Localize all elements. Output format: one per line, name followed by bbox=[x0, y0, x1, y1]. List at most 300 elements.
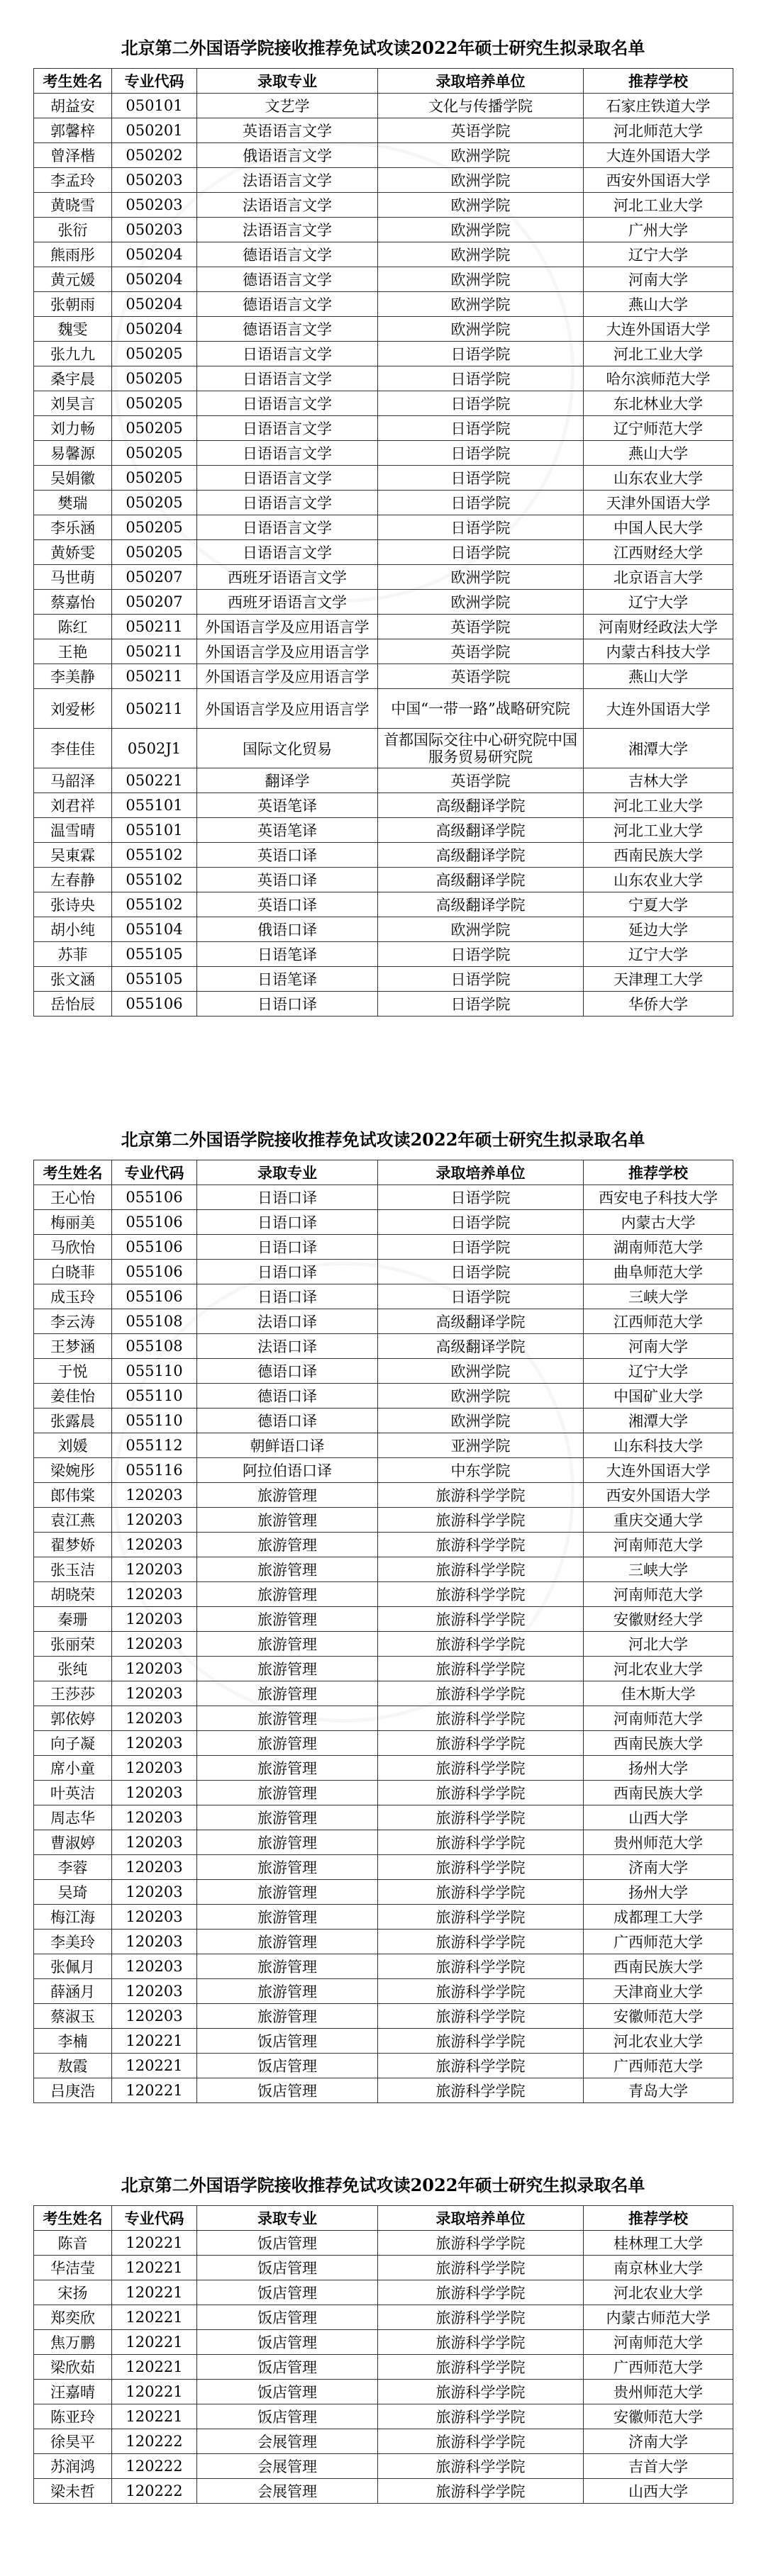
cell-student-name: 王艳 bbox=[34, 639, 112, 664]
cell-admitting-unit: 日语学院 bbox=[378, 491, 584, 515]
cell-recommending-school: 河南师范大学 bbox=[584, 1533, 733, 1557]
cell-admitting-unit: 日语学院 bbox=[378, 366, 584, 391]
cell-major: 日语口译 bbox=[197, 1284, 378, 1309]
cell-student-name: 陈亚玲 bbox=[34, 2404, 112, 2429]
cell-recommending-school: 西南民族大学 bbox=[584, 1731, 733, 1756]
cell-admitting-unit: 日语学院 bbox=[378, 515, 584, 540]
column-header-major-code: 专业代码 bbox=[112, 1160, 197, 1185]
cell-major-code: 050221 bbox=[112, 768, 197, 793]
cell-admitting-unit: 欧洲学院 bbox=[378, 1384, 584, 1409]
cell-admitting-unit: 高级翻译学院 bbox=[378, 868, 584, 892]
cell-student-name: 于悦 bbox=[34, 1359, 112, 1384]
cell-student-name: 华洁莹 bbox=[34, 2256, 112, 2280]
cell-major: 日语口译 bbox=[197, 1210, 378, 1235]
cell-recommending-school: 大连外国语大学 bbox=[584, 1458, 733, 1483]
cell-student-name: 焦万鹏 bbox=[34, 2330, 112, 2355]
cell-admitting-unit: 旅游科学学院 bbox=[378, 2454, 584, 2479]
cell-admitting-unit: 旅游科学学院 bbox=[378, 2029, 584, 2054]
cell-major-code: 050204 bbox=[112, 317, 197, 342]
cell-student-name: 黄娇雯 bbox=[34, 540, 112, 565]
cell-admitting-unit: 亚洲学院 bbox=[378, 1433, 584, 1458]
cell-student-name: 郭馨梓 bbox=[34, 118, 112, 143]
cell-student-name: 蔡淑玉 bbox=[34, 2004, 112, 2029]
table-row bbox=[34, 729, 733, 768]
cell-recommending-school: 广西师范大学 bbox=[584, 2054, 733, 2078]
cell-major: 饭店管理 bbox=[197, 2231, 378, 2256]
table-row bbox=[34, 1235, 733, 1260]
cell-admitting-unit: 旅游科学学院 bbox=[378, 1681, 584, 1706]
cell-student-name: 翟梦娇 bbox=[34, 1533, 112, 1557]
table-row bbox=[34, 193, 733, 218]
cell-major: 法语口译 bbox=[197, 1334, 378, 1359]
cell-admitting-unit: 旅游科学学院 bbox=[378, 2380, 584, 2404]
cell-admitting-unit: 旅游科学学院 bbox=[378, 2231, 584, 2256]
table-row bbox=[34, 94, 733, 118]
table-row bbox=[34, 1731, 733, 1756]
column-header-admitting-unit: 录取培养单位 bbox=[378, 69, 584, 94]
cell-admitting-unit: 旅游科学学院 bbox=[378, 2479, 584, 2504]
admission-table bbox=[33, 2205, 733, 2504]
cell-admitting-unit: 高级翻译学院 bbox=[378, 818, 584, 843]
cell-major-code: 120203 bbox=[112, 2004, 197, 2029]
cell-student-name: 胡益安 bbox=[34, 94, 112, 118]
section-title: 北京第二外国语学院接收推荐免试攻读2022年硕士研究生拟录取名单 bbox=[121, 38, 645, 58]
cell-recommending-school: 安徽师范大学 bbox=[584, 2404, 733, 2429]
cell-major: 外国语言学及应用语言学 bbox=[197, 639, 378, 664]
cell-recommending-school: 天津理工大学 bbox=[584, 967, 733, 992]
cell-major-code: 050205 bbox=[112, 466, 197, 491]
cell-student-name: 苏润鸿 bbox=[34, 2454, 112, 2479]
table-row bbox=[34, 2330, 733, 2355]
cell-major-code: 120221 bbox=[112, 2330, 197, 2355]
cell-recommending-school: 北京语言大学 bbox=[584, 565, 733, 590]
cell-major-code: 055101 bbox=[112, 793, 197, 818]
cell-student-name: 曾泽楷 bbox=[34, 143, 112, 168]
cell-admitting-unit: 日语学院 bbox=[378, 992, 584, 1017]
cell-major-code: 120203 bbox=[112, 1781, 197, 1805]
cell-recommending-school: 广州大学 bbox=[584, 218, 733, 242]
cell-student-name: 李蓉 bbox=[34, 1855, 112, 1880]
cell-major-code: 050205 bbox=[112, 441, 197, 466]
cell-student-name: 岳怡辰 bbox=[34, 992, 112, 1017]
table-row bbox=[34, 2054, 733, 2078]
cell-admitting-unit: 日语学院 bbox=[378, 967, 584, 992]
cell-admitting-unit: 欧洲学院 bbox=[378, 590, 584, 615]
cell-admitting-unit: 欧洲学院 bbox=[378, 218, 584, 242]
cell-major: 饭店管理 bbox=[197, 2029, 378, 2054]
cell-recommending-school: 大连外国语大学 bbox=[584, 689, 733, 729]
cell-admitting-unit: 旅游科学学院 bbox=[378, 2280, 584, 2305]
table-header-row bbox=[34, 69, 733, 94]
cell-student-name: 李云涛 bbox=[34, 1309, 112, 1334]
cell-major-code: 055106 bbox=[112, 1284, 197, 1309]
cell-major-code: 120203 bbox=[112, 1582, 197, 1607]
cell-major: 日语语言文学 bbox=[197, 342, 378, 366]
table-row bbox=[34, 2429, 733, 2454]
cell-student-name: 马欣怡 bbox=[34, 1235, 112, 1260]
cell-recommending-school: 辽宁大学 bbox=[584, 590, 733, 615]
cell-major: 饭店管理 bbox=[197, 2355, 378, 2380]
table-row bbox=[34, 1210, 733, 1235]
column-header-recommending-school: 推荐学校 bbox=[584, 1160, 733, 1185]
cell-major-code: 120203 bbox=[112, 1632, 197, 1657]
table-row bbox=[34, 1880, 733, 1905]
table-row bbox=[34, 2380, 733, 2404]
cell-recommending-school: 安徽师范大学 bbox=[584, 2004, 733, 2029]
cell-student-name: 张朝雨 bbox=[34, 292, 112, 317]
cell-major: 旅游管理 bbox=[197, 1607, 378, 1632]
table-row bbox=[34, 917, 733, 942]
cell-admitting-unit: 旅游科学学院 bbox=[378, 2004, 584, 2029]
table-row bbox=[34, 1384, 733, 1409]
cell-major-code: 120203 bbox=[112, 1855, 197, 1880]
cell-recommending-school: 山东科技大学 bbox=[584, 1433, 733, 1458]
cell-student-name: 张诗央 bbox=[34, 892, 112, 917]
cell-admitting-unit: 旅游科学学院 bbox=[378, 1533, 584, 1557]
cell-major: 法语口译 bbox=[197, 1309, 378, 1334]
cell-recommending-school: 湘潭大学 bbox=[584, 729, 733, 768]
cell-student-name: 曹淑婷 bbox=[34, 1830, 112, 1855]
cell-student-name: 梁未哲 bbox=[34, 2479, 112, 2504]
cell-major: 会展管理 bbox=[197, 2479, 378, 2504]
cell-major-code: 050203 bbox=[112, 193, 197, 218]
cell-student-name: 梅丽美 bbox=[34, 1210, 112, 1235]
cell-major-code: 050205 bbox=[112, 540, 197, 565]
cell-admitting-unit: 旅游科学学院 bbox=[378, 1483, 584, 1508]
cell-major-code: 120203 bbox=[112, 1805, 197, 1830]
cell-student-name: 陈红 bbox=[34, 615, 112, 639]
cell-admitting-unit: 高级翻译学院 bbox=[378, 892, 584, 917]
cell-major: 日语口译 bbox=[197, 1260, 378, 1284]
cell-recommending-school: 石家庄铁道大学 bbox=[584, 94, 733, 118]
table-row bbox=[34, 1582, 733, 1607]
cell-major-code: 120203 bbox=[112, 1706, 197, 1731]
table-row bbox=[34, 1309, 733, 1334]
cell-major: 西班牙语语言文学 bbox=[197, 565, 378, 590]
column-header-admitting-unit: 录取培养单位 bbox=[378, 1160, 584, 1185]
cell-major: 旅游管理 bbox=[197, 1855, 378, 1880]
cell-student-name: 王梦涵 bbox=[34, 1334, 112, 1359]
roster-section-1 bbox=[33, 28, 733, 1017]
cell-major-code: 120222 bbox=[112, 2429, 197, 2454]
cell-major: 外国语言学及应用语言学 bbox=[197, 664, 378, 689]
cell-recommending-school: 贵州师范大学 bbox=[584, 1830, 733, 1855]
cell-student-name: 易馨源 bbox=[34, 441, 112, 466]
table-row bbox=[34, 1483, 733, 1508]
cell-recommending-school: 吉首大学 bbox=[584, 2454, 733, 2479]
cell-major: 旅游管理 bbox=[197, 1681, 378, 1706]
cell-recommending-school: 燕山大学 bbox=[584, 441, 733, 466]
cell-major-code: 055110 bbox=[112, 1359, 197, 1384]
cell-major-code: 050207 bbox=[112, 565, 197, 590]
cell-student-name: 叶英洁 bbox=[34, 1781, 112, 1805]
cell-recommending-school: 河南财经政法大学 bbox=[584, 615, 733, 639]
cell-major-code: 120221 bbox=[112, 2054, 197, 2078]
cell-major: 日语口译 bbox=[197, 1185, 378, 1210]
table-row bbox=[34, 2454, 733, 2479]
cell-major-code: 055106 bbox=[112, 992, 197, 1017]
cell-student-name: 徐昊平 bbox=[34, 2429, 112, 2454]
cell-major: 英语口译 bbox=[197, 843, 378, 868]
cell-admitting-unit: 首都国际交往中心研究院中国服务贸易研究院 bbox=[378, 729, 584, 768]
table-row bbox=[34, 1681, 733, 1706]
cell-major: 德语口译 bbox=[197, 1384, 378, 1409]
cell-admitting-unit: 日语学院 bbox=[378, 466, 584, 491]
cell-major: 德语语言文学 bbox=[197, 292, 378, 317]
cell-admitting-unit: 旅游科学学院 bbox=[378, 2404, 584, 2429]
cell-major: 日语语言文学 bbox=[197, 466, 378, 491]
cell-admitting-unit: 日语学院 bbox=[378, 1284, 584, 1309]
cell-student-name: 魏雯 bbox=[34, 317, 112, 342]
table-row bbox=[34, 441, 733, 466]
cell-admitting-unit: 英语学院 bbox=[378, 639, 584, 664]
cell-student-name: 梁欣茹 bbox=[34, 2355, 112, 2380]
cell-admitting-unit: 欧洲学院 bbox=[378, 317, 584, 342]
cell-student-name: 张九九 bbox=[34, 342, 112, 366]
cell-major-code: 050203 bbox=[112, 168, 197, 193]
cell-recommending-school: 吉林大学 bbox=[584, 768, 733, 793]
cell-major: 旅游管理 bbox=[197, 1557, 378, 1582]
cell-admitting-unit: 欧洲学院 bbox=[378, 292, 584, 317]
section-title: 北京第二外国语学院接收推荐免试攻读2022年硕士研究生拟录取名单 bbox=[121, 1129, 645, 1150]
table-row bbox=[34, 1905, 733, 1930]
cell-major-code: 050211 bbox=[112, 615, 197, 639]
cell-major-code: 050101 bbox=[112, 94, 197, 118]
cell-major: 饭店管理 bbox=[197, 2305, 378, 2330]
cell-recommending-school: 广西师范大学 bbox=[584, 1930, 733, 1954]
table-row bbox=[34, 1805, 733, 1830]
cell-student-name: 左春静 bbox=[34, 868, 112, 892]
cell-admitting-unit: 欧洲学院 bbox=[378, 143, 584, 168]
table-row bbox=[34, 1185, 733, 1210]
cell-student-name: 吴娟徽 bbox=[34, 466, 112, 491]
cell-admitting-unit: 日语学院 bbox=[378, 1260, 584, 1284]
cell-student-name: 周志华 bbox=[34, 1805, 112, 1830]
cell-student-name: 吴琦 bbox=[34, 1880, 112, 1905]
cell-major: 日语语言文学 bbox=[197, 540, 378, 565]
cell-student-name: 刘爱彬 bbox=[34, 689, 112, 729]
cell-student-name: 苏菲 bbox=[34, 942, 112, 967]
cell-major: 德语语言文学 bbox=[197, 242, 378, 267]
cell-major: 英语口译 bbox=[197, 868, 378, 892]
cell-admitting-unit: 欧洲学院 bbox=[378, 565, 584, 590]
cell-admitting-unit: 欧洲学院 bbox=[378, 267, 584, 292]
cell-admitting-unit: 英语学院 bbox=[378, 768, 584, 793]
admission-table bbox=[33, 1160, 733, 2103]
cell-student-name: 桑宇晨 bbox=[34, 366, 112, 391]
table-row bbox=[34, 892, 733, 917]
cell-major: 外国语言学及应用语言学 bbox=[197, 689, 378, 729]
cell-admitting-unit: 日语学院 bbox=[378, 1185, 584, 1210]
cell-student-name: 樊瑞 bbox=[34, 491, 112, 515]
column-header-recommending-school: 推荐学校 bbox=[584, 69, 733, 94]
cell-major-code: 050211 bbox=[112, 639, 197, 664]
cell-recommending-school: 湖南师范大学 bbox=[584, 1235, 733, 1260]
table-row bbox=[34, 1954, 733, 1979]
cell-major-code: 055116 bbox=[112, 1458, 197, 1483]
table-row bbox=[34, 416, 733, 441]
cell-recommending-school: 宁夏大学 bbox=[584, 892, 733, 917]
table-row bbox=[34, 2231, 733, 2256]
cell-major: 日语口译 bbox=[197, 992, 378, 1017]
cell-major: 饭店管理 bbox=[197, 2054, 378, 2078]
table-row bbox=[34, 292, 733, 317]
table-row bbox=[34, 2305, 733, 2330]
cell-student-name: 刘力畅 bbox=[34, 416, 112, 441]
cell-major: 旅游管理 bbox=[197, 2004, 378, 2029]
cell-major: 日语语言文学 bbox=[197, 515, 378, 540]
cell-recommending-school: 辽宁师范大学 bbox=[584, 416, 733, 441]
cell-admitting-unit: 欧洲学院 bbox=[378, 242, 584, 267]
cell-major: 旅游管理 bbox=[197, 1880, 378, 1905]
table-row bbox=[34, 1508, 733, 1533]
cell-recommending-school: 河北工业大学 bbox=[584, 793, 733, 818]
table-row bbox=[34, 1756, 733, 1781]
table-row bbox=[34, 1284, 733, 1309]
column-header-major: 录取专业 bbox=[197, 69, 378, 94]
cell-major: 翻译学 bbox=[197, 768, 378, 793]
cell-student-name: 李乐涵 bbox=[34, 515, 112, 540]
cell-major: 朝鲜语口译 bbox=[197, 1433, 378, 1458]
cell-major-code: 120203 bbox=[112, 1830, 197, 1855]
cell-major-code: 120203 bbox=[112, 1731, 197, 1756]
cell-major: 日语笔译 bbox=[197, 942, 378, 967]
cell-major: 旅游管理 bbox=[197, 1781, 378, 1805]
cell-recommending-school: 佳木斯大学 bbox=[584, 1681, 733, 1706]
cell-admitting-unit: 旅游科学学院 bbox=[378, 1706, 584, 1731]
cell-major: 英语口译 bbox=[197, 892, 378, 917]
cell-admitting-unit: 旅游科学学院 bbox=[378, 1979, 584, 2004]
cell-recommending-school: 大连外国语大学 bbox=[584, 317, 733, 342]
table-row bbox=[34, 565, 733, 590]
cell-student-name: 张露晨 bbox=[34, 1409, 112, 1433]
cell-major-code: 120203 bbox=[112, 1681, 197, 1706]
table-row bbox=[34, 868, 733, 892]
table-row bbox=[34, 168, 733, 193]
cell-recommending-school: 西安外国语大学 bbox=[584, 1483, 733, 1508]
cell-major: 会展管理 bbox=[197, 2454, 378, 2479]
table-row bbox=[34, 118, 733, 143]
cell-major: 国际文化贸易 bbox=[197, 729, 378, 768]
cell-major-code: 120221 bbox=[112, 2029, 197, 2054]
cell-student-name: 郭依婷 bbox=[34, 1706, 112, 1731]
cell-major: 德语口译 bbox=[197, 1409, 378, 1433]
table-row bbox=[34, 1632, 733, 1657]
cell-student-name: 张纯 bbox=[34, 1657, 112, 1681]
table-row bbox=[34, 1533, 733, 1557]
cell-major-code: 120221 bbox=[112, 2256, 197, 2280]
cell-admitting-unit: 日语学院 bbox=[378, 942, 584, 967]
cell-admitting-unit: 旅游科学学院 bbox=[378, 1954, 584, 1979]
cell-major: 饭店管理 bbox=[197, 2078, 378, 2103]
cell-recommending-school: 西安电子科技大学 bbox=[584, 1185, 733, 1210]
cell-admitting-unit: 日语学院 bbox=[378, 1235, 584, 1260]
cell-admitting-unit: 旅游科学学院 bbox=[378, 2355, 584, 2380]
cell-recommending-school: 河北工业大学 bbox=[584, 818, 733, 843]
cell-student-name: 敖霞 bbox=[34, 2054, 112, 2078]
cell-recommending-school: 广西师范大学 bbox=[584, 2355, 733, 2380]
cell-major: 日语口译 bbox=[197, 1235, 378, 1260]
cell-admitting-unit: 旅游科学学院 bbox=[378, 1731, 584, 1756]
cell-admitting-unit: 英语学院 bbox=[378, 615, 584, 639]
cell-student-name: 姜佳怡 bbox=[34, 1384, 112, 1409]
cell-major-code: 055104 bbox=[112, 917, 197, 942]
table-row bbox=[34, 615, 733, 639]
cell-major-code: 120221 bbox=[112, 2280, 197, 2305]
cell-admitting-unit: 旅游科学学院 bbox=[378, 1657, 584, 1681]
cell-student-name: 刘媛 bbox=[34, 1433, 112, 1458]
cell-major-code: 055110 bbox=[112, 1409, 197, 1433]
cell-student-name: 袁江燕 bbox=[34, 1508, 112, 1533]
cell-admitting-unit: 旅游科学学院 bbox=[378, 1880, 584, 1905]
cell-admitting-unit: 旅游科学学院 bbox=[378, 2305, 584, 2330]
cell-major-code: 120221 bbox=[112, 2305, 197, 2330]
cell-student-name: 胡小纯 bbox=[34, 917, 112, 942]
cell-major-code: 120222 bbox=[112, 2454, 197, 2479]
table-row bbox=[34, 143, 733, 168]
table-row bbox=[34, 1433, 733, 1458]
cell-major-code: 120221 bbox=[112, 2078, 197, 2103]
cell-major-code: 050204 bbox=[112, 242, 197, 267]
roster-section-2 bbox=[33, 1120, 733, 2103]
cell-admitting-unit: 日语学院 bbox=[378, 391, 584, 416]
cell-recommending-school: 扬州大学 bbox=[584, 1880, 733, 1905]
cell-major: 日语笔译 bbox=[197, 967, 378, 992]
cell-admitting-unit: 旅游科学学院 bbox=[378, 2256, 584, 2280]
cell-admitting-unit: 旅游科学学院 bbox=[378, 1508, 584, 1533]
cell-admitting-unit: 旅游科学学院 bbox=[378, 1805, 584, 1830]
cell-major-code: 050205 bbox=[112, 416, 197, 441]
table-row bbox=[34, 1359, 733, 1384]
cell-student-name: 郑奕欣 bbox=[34, 2305, 112, 2330]
cell-major-code: 120203 bbox=[112, 1607, 197, 1632]
table-row bbox=[34, 391, 733, 416]
table-row bbox=[34, 2256, 733, 2280]
cell-major: 德语口译 bbox=[197, 1359, 378, 1384]
table-row bbox=[34, 267, 733, 292]
cell-recommending-school: 内蒙古大学 bbox=[584, 1210, 733, 1235]
cell-student-name: 汪嘉晴 bbox=[34, 2380, 112, 2404]
table-header-row bbox=[34, 2206, 733, 2231]
cell-student-name: 吴東霖 bbox=[34, 843, 112, 868]
cell-major: 阿拉伯语口译 bbox=[197, 1458, 378, 1483]
table-row bbox=[34, 664, 733, 689]
cell-major-code: 050205 bbox=[112, 515, 197, 540]
cell-major: 饭店管理 bbox=[197, 2330, 378, 2355]
cell-major: 德语语言文学 bbox=[197, 317, 378, 342]
column-header-major-code: 专业代码 bbox=[112, 2206, 197, 2231]
cell-recommending-school: 山东农业大学 bbox=[584, 466, 733, 491]
cell-major-code: 055106 bbox=[112, 1260, 197, 1284]
cell-major: 旅游管理 bbox=[197, 1483, 378, 1508]
cell-admitting-unit: 日语学院 bbox=[378, 1210, 584, 1235]
cell-student-name: 张丽荣 bbox=[34, 1632, 112, 1657]
table-row bbox=[34, 768, 733, 793]
cell-admitting-unit: 英语学院 bbox=[378, 664, 584, 689]
cell-major: 英语语言文学 bbox=[197, 118, 378, 143]
cell-major: 旅游管理 bbox=[197, 1930, 378, 1954]
cell-major-code: 055102 bbox=[112, 868, 197, 892]
cell-recommending-school: 中国人民大学 bbox=[584, 515, 733, 540]
cell-student-name: 王心怡 bbox=[34, 1185, 112, 1210]
cell-recommending-school: 山西大学 bbox=[584, 1805, 733, 1830]
cell-recommending-school: 成都理工大学 bbox=[584, 1905, 733, 1930]
cell-recommending-school: 哈尔滨师范大学 bbox=[584, 366, 733, 391]
table-row bbox=[34, 1334, 733, 1359]
cell-major-code: 055106 bbox=[112, 1235, 197, 1260]
table-row bbox=[34, 242, 733, 267]
table-row bbox=[34, 639, 733, 664]
